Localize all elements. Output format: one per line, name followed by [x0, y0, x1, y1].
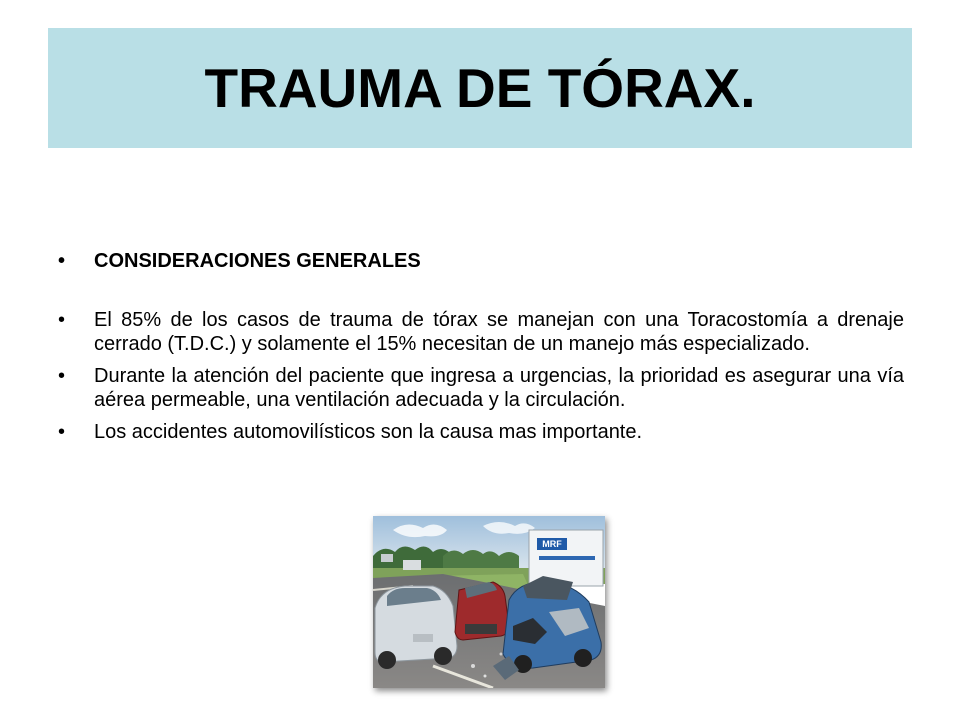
bullet-marker: •	[58, 421, 66, 443]
distant-car	[403, 560, 421, 570]
distant-car	[381, 554, 393, 562]
debris	[484, 675, 487, 678]
title-band	[48, 28, 912, 148]
debris	[471, 664, 475, 668]
bullet-item	[58, 420, 904, 444]
bullet-marker: •	[58, 365, 66, 387]
bullet-text: Los accidentes automovilísticos son la causa mas importante.	[94, 421, 643, 443]
trees	[443, 550, 519, 570]
truck-logo: MRF	[542, 539, 562, 549]
bullet-marker: •	[58, 309, 66, 331]
bullet-text: CONSIDERACIONES GENERALES	[94, 250, 421, 272]
bullet-item-heading	[58, 249, 904, 273]
bullet-list	[58, 249, 904, 444]
slide-title: TRAUMA DE TÓRAX.	[204, 57, 756, 119]
car-accident-photo	[373, 516, 605, 688]
bullet-item	[58, 308, 904, 356]
bullet-text: Durante la atención del paciente que ingresa a urgencias, la prioridad es asegurar una vía aérea permeable, una ventilación adecuada y la circulación.	[94, 365, 904, 411]
red-car	[455, 582, 509, 640]
bullet-text: El 85% de los casos de trauma de tórax se manejan con una Toracostomía a drenaje cerrado (T.D.C.) y solamente el 15% necesitan de un manejo más especializado.	[94, 309, 904, 355]
bullet-item	[58, 364, 904, 412]
debris	[500, 653, 503, 656]
truck-stripe	[539, 556, 595, 560]
bullet-marker: •	[58, 250, 66, 272]
car-accident-illustration	[373, 516, 605, 688]
silver-car	[375, 586, 457, 669]
